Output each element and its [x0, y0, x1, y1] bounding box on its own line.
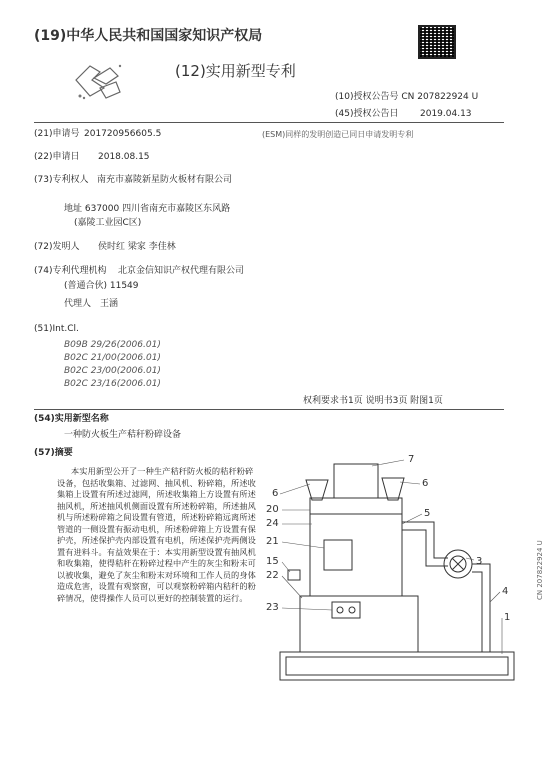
patentee-address: 地址 637000 四川省南充市嘉陵区东风路 [64, 204, 231, 214]
int-cl-3: B02C 23/00(2006.01) [64, 366, 161, 376]
patent-office-emblem-icon [70, 58, 126, 102]
fig-label-22: 22 [266, 570, 279, 581]
agent: 王涵 [100, 299, 119, 309]
fig-label-20: 20 [266, 504, 279, 515]
office-title: (19)中华人民共和国国家知识产权局 [34, 28, 263, 44]
fig-label-21: 21 [266, 536, 279, 547]
fig-label-1: 1 [504, 612, 511, 623]
application-date: 2018.08.15 [98, 152, 150, 162]
fig-label-5: 5 [424, 508, 431, 519]
fig-label-15: 15 [266, 556, 279, 567]
patentee-address-2: (嘉陵工业园C区) [74, 218, 142, 228]
int-cl-label: (51)Int.Cl. [34, 324, 79, 334]
agency-2: (普通合伙) 11549 [64, 281, 139, 291]
publication-date: 2019.04.13 [420, 109, 472, 119]
inventors-label: (72)发明人 [34, 242, 80, 252]
biblio-rule [34, 409, 504, 410]
utility-model-title: 一种防火板生产秸秆粉碎设备 [64, 430, 182, 440]
abstract-text [57, 466, 257, 604]
abstract-label: (57)摘要 [34, 448, 73, 458]
document-type: (12)实用新型专利 [175, 62, 296, 80]
application-number-label: (21)申请号 [34, 129, 80, 139]
fig-label-3: 3 [476, 556, 483, 567]
base-box [280, 652, 514, 680]
motor-housing [334, 464, 378, 498]
header-rule [34, 122, 504, 123]
qr-code-icon [418, 25, 456, 59]
same-day-note: (ESM)同样的发明创造已同日申请发明专利 [262, 130, 414, 139]
publication-date-label: (45)授权公告日 [335, 109, 399, 119]
abstract-body: 本实用新型公开了一种生产秸秆防火板的秸秆粉碎设备，包括收集箱、过滤网、抽风机、粉碎箱，所述收集箱上设置有所述过滤网，所述收集箱上方设置有所述抽风机，所述抽风机侧面设置有所述粉碎箱，所述抽风机与所述粉碎箱之间设置有管道，所述粉碎箱远离所述管道的一侧设置有振动电机，所述粉碎箱上方设置有保护壳，所述保护壳内部设置有电机，所述保护壳两侧设置有进料斗。有益效果在于：本实用新型设置有抽风机和收集箱，使得秸秆在粉碎过程中产生的灰尘和粉末可以被收集，避免了灰尘和粉末对环境和工作人员的身体造成危害，设置有观察窗，可以观察粉碎箱内秸秆的粉碎情况，使得操作人员可以更好的控制装置的运行。 [57, 466, 256, 603]
agency: 北京金信知识产权代理有限公司 [118, 266, 245, 276]
int-cl-1: B09B 29/26(2006.01) [64, 340, 161, 350]
agency-label: (74)专利代理机构 [34, 266, 107, 276]
int-cl-2: B02C 21/00(2006.01) [64, 353, 161, 363]
title-label: (54)实用新型名称 [34, 414, 109, 424]
hopper-right [382, 478, 404, 500]
agent-label: 代理人 [64, 299, 92, 309]
device-drawing [262, 452, 524, 692]
inventors: 侯时红 梁家 李佳林 [98, 242, 176, 252]
fig-label-6b: 6 [422, 478, 429, 489]
fig-label-23: 23 [266, 602, 279, 613]
observation-window [324, 540, 352, 570]
fig-label-7: 7 [408, 454, 415, 465]
side-publication-code: CN 207822924 U [536, 540, 544, 600]
collecting-box [300, 596, 418, 652]
fig-label-24: 24 [266, 518, 279, 529]
fig-label-6a: 6 [272, 488, 279, 499]
pages-note: 权利要求书1页 说明书3页 附图1页 [303, 396, 443, 406]
patentee-label: (73)专利权人 [34, 175, 89, 185]
drawer-panel [332, 602, 360, 618]
publication-number: (10)授权公告号 CN 207822924 U [335, 92, 479, 102]
patentee: 南充市嘉陵新星防火板材有限公司 [97, 175, 233, 185]
application-date-label: (22)申请日 [34, 152, 80, 162]
fig-label-4: 4 [502, 586, 509, 597]
application-number: 201720956605.5 [84, 129, 162, 139]
int-cl-4: B02C 23/16(2006.01) [64, 379, 161, 389]
hopper-left [306, 480, 328, 500]
